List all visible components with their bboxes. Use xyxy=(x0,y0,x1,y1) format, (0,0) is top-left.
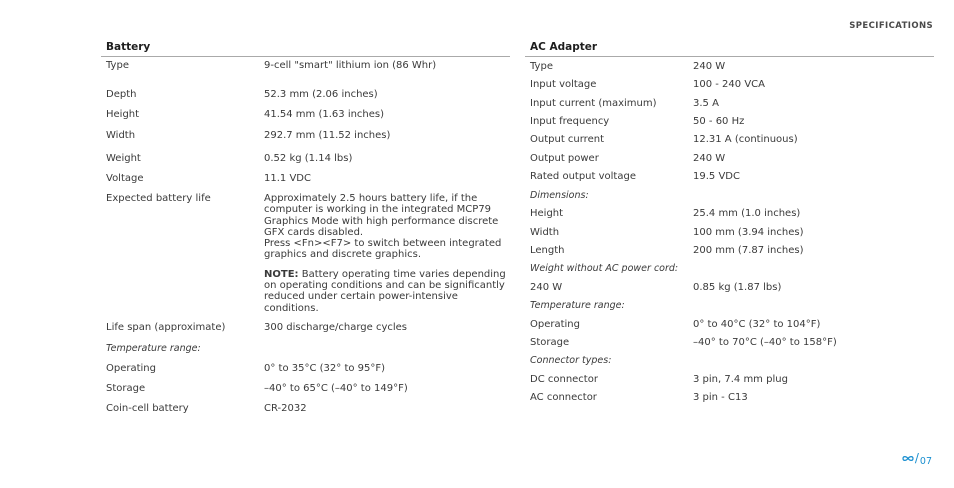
subheading: Temperature range: xyxy=(106,343,201,354)
subheading: Temperature range: xyxy=(530,300,625,311)
note-label: NOTE: xyxy=(264,268,299,280)
section-header: SPECIFICATIONS xyxy=(849,21,933,31)
subheading: Dimensions: xyxy=(530,190,589,201)
subheading: Weight without AC power cord: xyxy=(530,263,679,274)
adapter-title: AC Adapter xyxy=(525,40,934,57)
battery-title: Battery xyxy=(101,40,510,57)
battery-section: Battery Type 9-cell "smart" lithium ion (86 Whr) Depth 52.3 mm (2.06 inches) Height 41.54 mm (1.63 inches) Width 292.7 mm (11.52 inches) Weight 0.52 kg (1.14 lbs) Voltage 11.1 VDC Expected battery life Approximately 2.5 hours battery life, if the computer is working in the integrated MCP79 Graphics Mode with high performance discrete GFX cards disabled. Press <Fn><F7> to switch between integrated graphics and discrete graphics. NOTE: Battery operating time varies depending on operating conditions and can be significantly reduced under certain power-intensive conditions. Life span (approximate) 300 discharge/charge cycles Temperature range: Operating 0° to 35°C (32° to 95°F) Storage –40° to 65°C (–40° to 149°F) Coin-cell battery CR-2032 xyxy=(101,40,510,57)
battery-life-text: Approximately 2.5 hours battery life, if the computer is working in the integrated MCP79 Graphics Mode with high performance discrete GFX cards disabled. xyxy=(264,193,499,238)
brand-infinity-icon xyxy=(902,454,914,463)
note-text: Battery operating time varies depending on operating conditions and can be significantly reduced under certain power-intensive conditions. xyxy=(264,268,506,314)
battery-note xyxy=(264,269,510,314)
page-number: / 07 xyxy=(902,453,932,467)
adapter-section: AC Adapter Type 240 W Input voltage 100 - 240 VCA Input current (maximum) 3.5 A Input frequency 50 - 60 Hz Output current 12.31 A (continuous) Output power 240 W Rated output voltage 19.5 VDC Dimensions: Height 25.4 mm (1.0 inches) Width 100 mm (3.94 inches) Length 200 mm (7.87 inches) Weight without AC power cord: 240 W 0.85 kg (1.87 lbs) Temperature range: Operating 0° to 40°C (32° to 104°F) Storage –40° to 70°C (–40° to 158°F) Connector types: DC connector 3 pin, 7.4 mm plug AC connector 3 pin - C13 xyxy=(525,40,934,57)
subheading: Connector types: xyxy=(530,355,612,366)
battery-life-hotkey: Press <Fn><F7> to switch between integrated graphics and discrete graphics. xyxy=(264,238,502,261)
